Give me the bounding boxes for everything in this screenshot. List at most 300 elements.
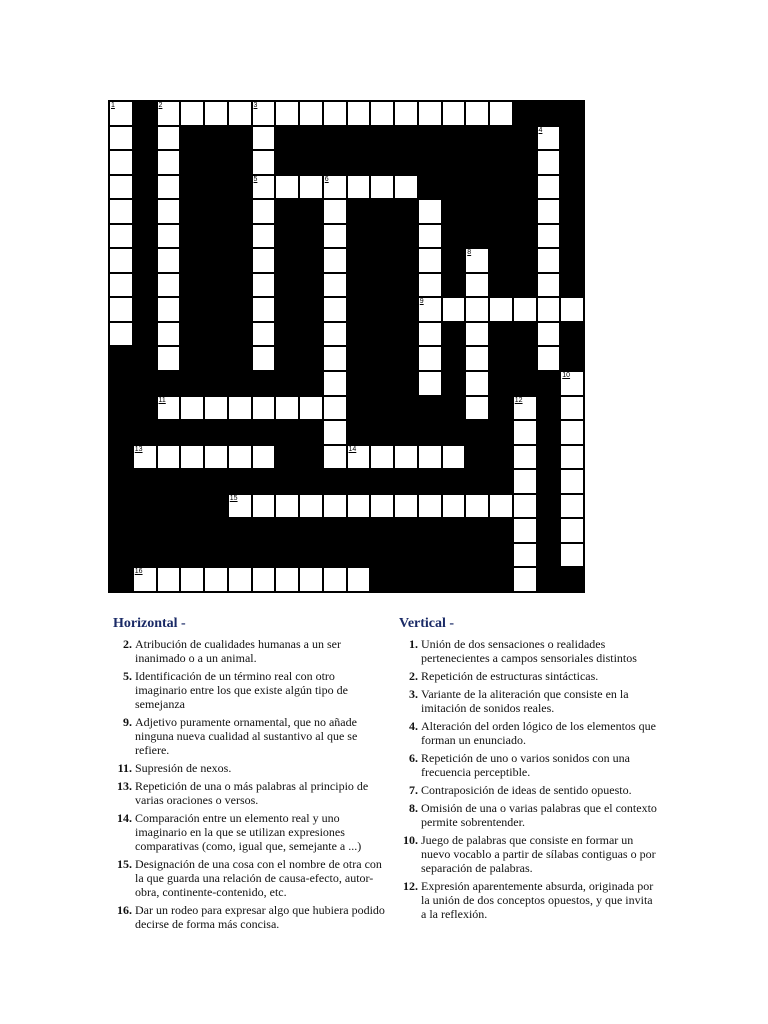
- vertical-clue: [399, 783, 659, 797]
- crossword-block: [204, 248, 228, 273]
- crossword-block: [133, 346, 157, 371]
- crossword-cell[interactable]: [204, 445, 228, 470]
- crossword-block: [347, 396, 371, 421]
- clue-text: Alteración del orden lógico de los elementos que forman un enunciado.: [421, 719, 656, 747]
- crossword-cell[interactable]: [180, 445, 204, 470]
- crossword-block: [394, 420, 418, 445]
- crossword-cell[interactable]: [513, 543, 537, 568]
- crossword-cell[interactable]: [513, 494, 537, 519]
- crossword-cell[interactable]: [157, 150, 181, 175]
- crossword-cell[interactable]: [109, 322, 133, 347]
- crossword-cell[interactable]: [560, 518, 584, 543]
- clue-text: Contraposición de ideas de sentido opuesto.: [421, 783, 632, 797]
- crossword-block: [275, 543, 299, 568]
- clue-number-label: 13.: [117, 779, 132, 793]
- crossword-cell[interactable]: [560, 371, 584, 396]
- crossword-cell[interactable]: [180, 567, 204, 592]
- crossword-cell[interactable]: [465, 494, 489, 519]
- crossword-block: [370, 322, 394, 347]
- crossword-cell[interactable]: [323, 273, 347, 298]
- crossword-block: [537, 543, 561, 568]
- crossword-block: [560, 101, 584, 126]
- crossword-cell[interactable]: [370, 445, 394, 470]
- crossword-block: [323, 543, 347, 568]
- crossword-cell[interactable]: [299, 567, 323, 592]
- crossword-cell[interactable]: [228, 567, 252, 592]
- crossword-block: [228, 297, 252, 322]
- crossword-cell[interactable]: [513, 396, 537, 421]
- crossword-cell[interactable]: [537, 199, 561, 224]
- crossword-block: [180, 297, 204, 322]
- crossword-cell[interactable]: [537, 346, 561, 371]
- clue-text: Variante de la aliteración que consiste en la imitación de sonidos reales.: [421, 687, 629, 715]
- crossword-block: [513, 224, 537, 249]
- crossword-block: [370, 543, 394, 568]
- crossword-block: [347, 322, 371, 347]
- crossword-block: [442, 150, 466, 175]
- crossword-cell[interactable]: [418, 101, 442, 126]
- clue-number-label: 8.: [409, 801, 418, 815]
- clue-number-label: 2.: [409, 669, 418, 683]
- crossword-cell[interactable]: [157, 101, 181, 126]
- crossword-cell[interactable]: [109, 126, 133, 151]
- crossword-block: [394, 297, 418, 322]
- crossword-cell[interactable]: [465, 273, 489, 298]
- crossword-cell[interactable]: [133, 445, 157, 470]
- crossword-cell[interactable]: [157, 322, 181, 347]
- crossword-block: [560, 126, 584, 151]
- crossword-block: [275, 273, 299, 298]
- crossword-cell[interactable]: [442, 297, 466, 322]
- crossword-block: [560, 567, 584, 592]
- clue-number-label: 12.: [403, 879, 418, 893]
- crossword-cell[interactable]: [228, 494, 252, 519]
- crossword-cell[interactable]: [394, 101, 418, 126]
- crossword-block: [347, 248, 371, 273]
- crossword-cell[interactable]: [252, 567, 276, 592]
- crossword-cell[interactable]: [537, 248, 561, 273]
- crossword-cell[interactable]: [157, 396, 181, 421]
- crossword-grid: [108, 100, 585, 593]
- crossword-block: [465, 175, 489, 200]
- crossword-block: [180, 543, 204, 568]
- crossword-block: [394, 567, 418, 592]
- crossword-cell[interactable]: [157, 297, 181, 322]
- crossword-block: [109, 396, 133, 421]
- crossword-block: [347, 543, 371, 568]
- crossword-block: [465, 518, 489, 543]
- crossword-block: [418, 469, 442, 494]
- vertical-clue: [399, 669, 659, 683]
- clue-number: 4: [538, 126, 543, 134]
- crossword-block: [370, 420, 394, 445]
- crossword-block: [299, 420, 323, 445]
- crossword-cell[interactable]: [537, 150, 561, 175]
- crossword-cell[interactable]: [347, 175, 371, 200]
- crossword-block: [133, 150, 157, 175]
- crossword-cell[interactable]: [275, 396, 299, 421]
- crossword-block: [275, 150, 299, 175]
- crossword-block: [560, 175, 584, 200]
- crossword-block: [299, 371, 323, 396]
- crossword-block: [394, 543, 418, 568]
- crossword-cell[interactable]: [465, 101, 489, 126]
- crossword-block: [204, 346, 228, 371]
- clue-text: Dar un rodeo para expresar algo que hubiera podido decirse de forma más concisa.: [135, 903, 385, 931]
- clue-text: Expresión aparentemente absurda, originada por la unión de dos conceptos opuestos, y que invita a la reflexión.: [421, 879, 654, 921]
- crossword-cell[interactable]: [109, 297, 133, 322]
- crossword-block: [560, 150, 584, 175]
- crossword-cell[interactable]: [370, 175, 394, 200]
- crossword-block: [394, 346, 418, 371]
- crossword-cell[interactable]: [537, 322, 561, 347]
- crossword-block: [299, 322, 323, 347]
- crossword-block: [489, 346, 513, 371]
- crossword-cell[interactable]: [323, 494, 347, 519]
- crossword-cell[interactable]: [489, 101, 513, 126]
- crossword-cell[interactable]: [394, 494, 418, 519]
- crossword-cell[interactable]: [157, 567, 181, 592]
- crossword-cell[interactable]: [275, 494, 299, 519]
- crossword-cell[interactable]: [252, 101, 276, 126]
- crossword-cell[interactable]: [513, 445, 537, 470]
- crossword-block: [323, 126, 347, 151]
- crossword-block: [133, 126, 157, 151]
- crossword-cell[interactable]: [109, 273, 133, 298]
- crossword-block: [370, 248, 394, 273]
- crossword-cell[interactable]: [465, 371, 489, 396]
- crossword-cell[interactable]: [418, 494, 442, 519]
- crossword-cell[interactable]: [157, 175, 181, 200]
- crossword-cell[interactable]: [252, 445, 276, 470]
- crossword-block: [513, 126, 537, 151]
- clue-number-label: 15.: [117, 857, 132, 871]
- crossword-block: [489, 567, 513, 592]
- crossword-block: [299, 469, 323, 494]
- crossword-block: [275, 518, 299, 543]
- crossword-block: [489, 175, 513, 200]
- crossword-cell[interactable]: [347, 101, 371, 126]
- crossword-cell[interactable]: [560, 494, 584, 519]
- crossword-cell[interactable]: [537, 175, 561, 200]
- crossword-cell[interactable]: [489, 297, 513, 322]
- clue-text: Repetición de una o más palabras al principio de varias oraciones o versos.: [135, 779, 369, 807]
- crossword-cell[interactable]: [323, 346, 347, 371]
- crossword-block: [537, 518, 561, 543]
- crossword-cell[interactable]: [560, 297, 584, 322]
- clue-number-label: 9.: [123, 715, 132, 729]
- crossword-block: [370, 224, 394, 249]
- crossword-cell[interactable]: [323, 224, 347, 249]
- crossword-cell[interactable]: [560, 396, 584, 421]
- horizontal-clue: [113, 715, 388, 757]
- horizontal-clue: [113, 761, 388, 775]
- crossword-cell[interactable]: [109, 101, 133, 126]
- crossword-cell[interactable]: [560, 469, 584, 494]
- crossword-cell[interactable]: [275, 101, 299, 126]
- crossword-cell[interactable]: [418, 199, 442, 224]
- crossword-block: [513, 150, 537, 175]
- crossword-block: [370, 371, 394, 396]
- crossword-block: [465, 543, 489, 568]
- clue-number-label: 3.: [409, 687, 418, 701]
- crossword-cell[interactable]: [560, 543, 584, 568]
- crossword-block: [513, 273, 537, 298]
- crossword-cell[interactable]: [347, 494, 371, 519]
- crossword-cell[interactable]: [252, 150, 276, 175]
- crossword-cell[interactable]: [252, 396, 276, 421]
- crossword-cell[interactable]: [252, 175, 276, 200]
- crossword-cell[interactable]: [465, 297, 489, 322]
- crossword-block: [204, 199, 228, 224]
- crossword-block: [204, 150, 228, 175]
- crossword-cell[interactable]: [537, 224, 561, 249]
- clue-text: Identificación de un término real con otro imaginario entre los que existe algún tipo de semejanza: [135, 669, 348, 711]
- crossword-block: [442, 322, 466, 347]
- crossword-cell[interactable]: [275, 567, 299, 592]
- vertical-clue: [399, 687, 659, 715]
- crossword-cell[interactable]: [109, 175, 133, 200]
- crossword-cell[interactable]: [252, 494, 276, 519]
- crossword-block: [109, 371, 133, 396]
- crossword-cell[interactable]: [370, 101, 394, 126]
- crossword-cell[interactable]: [109, 150, 133, 175]
- crossword-block: [204, 494, 228, 519]
- crossword-block: [537, 101, 561, 126]
- crossword-cell[interactable]: [299, 101, 323, 126]
- crossword-cell[interactable]: [513, 420, 537, 445]
- crossword-cell[interactable]: [442, 445, 466, 470]
- crossword-block: [537, 494, 561, 519]
- crossword-cell[interactable]: [252, 346, 276, 371]
- crossword-block: [228, 273, 252, 298]
- crossword-cell[interactable]: [560, 420, 584, 445]
- crossword-cell[interactable]: [228, 445, 252, 470]
- crossword-block: [394, 396, 418, 421]
- crossword-cell[interactable]: [489, 494, 513, 519]
- crossword-block: [275, 322, 299, 347]
- crossword-cell[interactable]: [323, 371, 347, 396]
- crossword-block: [133, 175, 157, 200]
- clue-text: Designación de una cosa con el nombre de otra con la que guarda una relación de causa-efecto, autor-obra, continente-contenido, etc.: [135, 857, 382, 899]
- crossword-cell[interactable]: [228, 101, 252, 126]
- crossword-block: [133, 420, 157, 445]
- crossword-block: [560, 199, 584, 224]
- crossword-block: [347, 150, 371, 175]
- crossword-block: [109, 346, 133, 371]
- crossword-block: [347, 346, 371, 371]
- crossword-block: [560, 322, 584, 347]
- crossword-cell[interactable]: [537, 126, 561, 151]
- crossword-block: [157, 469, 181, 494]
- crossword-cell[interactable]: [204, 396, 228, 421]
- crossword-cell[interactable]: [323, 420, 347, 445]
- crossword-block: [560, 224, 584, 249]
- crossword-block: [442, 199, 466, 224]
- crossword-cell[interactable]: [513, 469, 537, 494]
- crossword-cell[interactable]: [157, 126, 181, 151]
- crossword-cell[interactable]: [465, 396, 489, 421]
- crossword-cell[interactable]: [513, 567, 537, 592]
- crossword-block: [418, 567, 442, 592]
- crossword-cell[interactable]: [252, 199, 276, 224]
- crossword-cell[interactable]: [157, 445, 181, 470]
- crossword-cell[interactable]: [418, 297, 442, 322]
- crossword-cell[interactable]: [133, 567, 157, 592]
- crossword-block: [370, 518, 394, 543]
- clue-number-label: 7.: [409, 783, 418, 797]
- crossword-cell[interactable]: [323, 199, 347, 224]
- crossword-block: [513, 371, 537, 396]
- crossword-block: [465, 150, 489, 175]
- crossword-block: [347, 518, 371, 543]
- crossword-block: [347, 297, 371, 322]
- clue-number: 9: [419, 298, 424, 306]
- crossword-block: [299, 248, 323, 273]
- crossword-cell[interactable]: [323, 297, 347, 322]
- crossword-cell[interactable]: [299, 175, 323, 200]
- clue-number: 16: [134, 568, 143, 576]
- crossword-cell[interactable]: [204, 567, 228, 592]
- crossword-block: [394, 518, 418, 543]
- crossword-cell[interactable]: [180, 101, 204, 126]
- crossword-cell[interactable]: [418, 273, 442, 298]
- crossword-cell[interactable]: [442, 494, 466, 519]
- crossword-cell[interactable]: [109, 248, 133, 273]
- crossword-block: [133, 396, 157, 421]
- crossword-cell[interactable]: [323, 322, 347, 347]
- crossword-block: [133, 322, 157, 347]
- crossword-cell[interactable]: [204, 101, 228, 126]
- crossword-block: [133, 518, 157, 543]
- clue-number: 5: [253, 175, 258, 183]
- crossword-cell[interactable]: [418, 346, 442, 371]
- crossword-cell[interactable]: [323, 101, 347, 126]
- crossword-block: [204, 175, 228, 200]
- crossword-cell[interactable]: [418, 248, 442, 273]
- crossword-cell[interactable]: [513, 518, 537, 543]
- crossword-cell[interactable]: [537, 273, 561, 298]
- crossword-block: [394, 371, 418, 396]
- crossword-block: [442, 543, 466, 568]
- crossword-block: [204, 126, 228, 151]
- crossword-block: [180, 248, 204, 273]
- crossword-block: [560, 346, 584, 371]
- crossword-cell[interactable]: [323, 248, 347, 273]
- crossword-cell[interactable]: [299, 396, 323, 421]
- crossword-cell[interactable]: [157, 224, 181, 249]
- crossword-block: [489, 224, 513, 249]
- crossword-cell[interactable]: [465, 248, 489, 273]
- crossword-block: [489, 396, 513, 421]
- crossword-cell[interactable]: [157, 199, 181, 224]
- clue-text: Adjetivo puramente ornamental, que no añade ninguna nueva cualidad al sustantivo al que se refiere.: [135, 715, 358, 757]
- crossword-block: [442, 273, 466, 298]
- crossword-block: [299, 543, 323, 568]
- crossword-block: [418, 543, 442, 568]
- crossword-block: [347, 199, 371, 224]
- crossword-cell[interactable]: [418, 224, 442, 249]
- crossword-cell[interactable]: [157, 248, 181, 273]
- crossword-block: [347, 469, 371, 494]
- crossword-block: [299, 224, 323, 249]
- clue-number: 2: [158, 102, 163, 109]
- crossword-cell[interactable]: [323, 567, 347, 592]
- crossword-cell[interactable]: [537, 297, 561, 322]
- crossword-block: [489, 543, 513, 568]
- crossword-cell[interactable]: [418, 445, 442, 470]
- crossword-cell[interactable]: [228, 396, 252, 421]
- crossword-block: [228, 248, 252, 273]
- crossword-block: [513, 322, 537, 347]
- crossword-block: [513, 101, 537, 126]
- crossword-block: [442, 420, 466, 445]
- crossword-cell[interactable]: [323, 445, 347, 470]
- crossword-cell[interactable]: [394, 445, 418, 470]
- crossword-block: [133, 297, 157, 322]
- crossword-block: [133, 248, 157, 273]
- crossword-cell[interactable]: [442, 101, 466, 126]
- crossword-cell[interactable]: [465, 322, 489, 347]
- clue-number: 7: [419, 175, 424, 183]
- crossword-cell[interactable]: [370, 494, 394, 519]
- crossword-cell[interactable]: [180, 396, 204, 421]
- crossword-cell[interactable]: [252, 273, 276, 298]
- crossword-block: [537, 445, 561, 470]
- crossword-cell[interactable]: [347, 567, 371, 592]
- crossword-cell[interactable]: [157, 346, 181, 371]
- crossword-cell[interactable]: [252, 297, 276, 322]
- crossword-block: [465, 567, 489, 592]
- crossword-block: [109, 494, 133, 519]
- vertical-heading: Vertical -: [399, 616, 455, 631]
- crossword-cell[interactable]: [157, 273, 181, 298]
- crossword-cell[interactable]: [109, 199, 133, 224]
- crossword-block: [489, 248, 513, 273]
- crossword-cell[interactable]: [323, 175, 347, 200]
- crossword-block: [489, 420, 513, 445]
- crossword-block: [442, 518, 466, 543]
- crossword-cell[interactable]: [252, 224, 276, 249]
- crossword-cell[interactable]: [418, 371, 442, 396]
- crossword-block: [513, 346, 537, 371]
- crossword-cell[interactable]: [323, 396, 347, 421]
- crossword-block: [489, 445, 513, 470]
- crossword-cell[interactable]: [418, 322, 442, 347]
- clue-number-label: 1.: [409, 637, 418, 651]
- crossword-block: [489, 518, 513, 543]
- crossword-block: [228, 469, 252, 494]
- crossword-block: [157, 420, 181, 445]
- crossword-cell[interactable]: [109, 224, 133, 249]
- crossword-cell[interactable]: [275, 175, 299, 200]
- crossword-cell[interactable]: [299, 494, 323, 519]
- crossword-block: [537, 567, 561, 592]
- crossword-block: [133, 543, 157, 568]
- crossword-cell[interactable]: [252, 126, 276, 151]
- crossword-cell[interactable]: [252, 322, 276, 347]
- crossword-cell[interactable]: [560, 445, 584, 470]
- crossword-block: [180, 224, 204, 249]
- crossword-block: [204, 543, 228, 568]
- clue-number-label: 5.: [123, 669, 132, 683]
- crossword-cell[interactable]: [465, 346, 489, 371]
- crossword-cell[interactable]: [513, 297, 537, 322]
- vertical-clue: [399, 751, 659, 779]
- crossword-cell[interactable]: [394, 175, 418, 200]
- crossword-cell[interactable]: [347, 445, 371, 470]
- crossword-cell[interactable]: [252, 248, 276, 273]
